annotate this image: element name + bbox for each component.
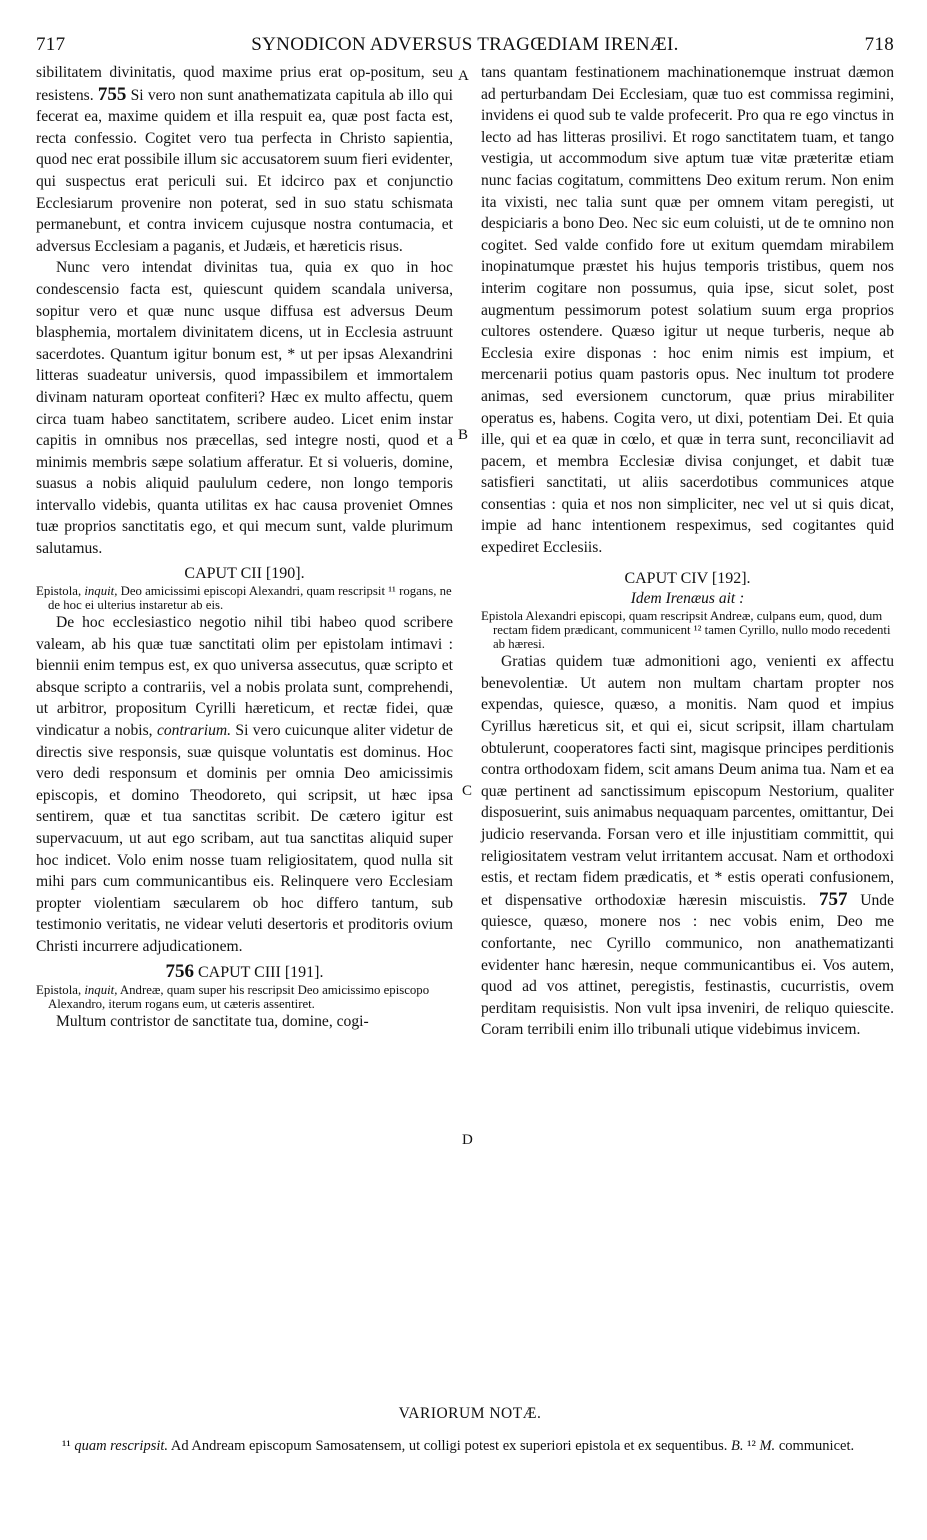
section-number-756: 756 (165, 960, 194, 982)
left-column (36, 62, 453, 1033)
margin-letter-a: A (458, 68, 469, 84)
paragraph: sibilitatem divinitatis, quod maxime prius erat op-positum, seu resistens. 755 Si vero non sunt anathematizata capitula ab illo qui fecerat ea, maxime quidem et illa respuit ea, quæ post facta est, recta confessio. Cogitet vero tua perfecta in Christo sapientia, quod nec erat possibile illum sic accusatorem suum fieri evidenter, qui suspectus erat periculi sui. Et idcirco pax et conjunctio Ecclesiarum provenire non poterat, sed in suo statu schismata permanebunt, et contra invicem cujusque nostra contumacia, et adversus Ecclesiam a paganis, et Judæis, et hæreticis risus. (36, 64, 453, 255)
footnotes (46, 1405, 894, 1469)
section-number-757: 757 (818, 888, 848, 910)
chapter-heading-102: CAPUT CII [190]. (184, 564, 305, 582)
chapter-heading-104: CAPUT CIV [192]. (624, 569, 751, 587)
chapter-summary-103: Epistola, inquit, Andreæ, quam super his rescripsit Deo amicissimo episcopo Alexandro, iterum rogans eum, ut cæteris assentiret. (36, 982, 430, 1011)
running-header (36, 34, 894, 60)
section-number-755: 755 (97, 83, 127, 105)
paragraph: De hoc ecclesiastico negotio nihil tibi habeo quod scribere valeam, ab his quæ tuæ sanctitati olim per epistolam intimavi : biennii enim tempus est, ex quo universa assecutus, quæ scripto et absque scripto a contrariis, vel a nobis prolata sunt, comprehendi, ut arbitror, propositum Cyrilli hæreticum, et rectæ fidei, quæ vindicatur a nobis, contrarium. Si vero cuicunque aliter videtur de directis sive responsis, suæ quisque voluntatis est dominus. Hoc vero dedi responsum et dominis per omnia Deo amicissimis episcopis, et domino Theodoreto, qui scripsit, ut hæc ipsa sentirem, quæ et tua sanctitas scribit. De cætero igitur est supervacuum, ut aut ego scribam, aut tua sanctitas aliquid super hoc indicet. Volo enim nosse tuam religiositatem, quod nulla sit mihi pars cum communicantibus eis. Relinquere vero Ecclesiam propter violentiam sæcularem ob hoc differo tantum, sub testimonio veritatis, ne videar veluti desertoris et proditoris ovium Christi incurrere adjudicationem. (36, 614, 453, 955)
margin-letter-c: C (462, 783, 473, 799)
margin-letter-b: B (458, 427, 469, 443)
footnote-text: ¹¹ quam rescripsit. Ad Andream episcopum Samosatensem, ut colligi potest ex superiori epistola et ex sequentibus. B. ¹² M. communicet. (62, 1437, 855, 1454)
paragraph: Multum contristor de sanctitate tua, domine, cogi- (56, 1012, 369, 1030)
chapter-summary-102: Epistola, inquit, Deo amicissimi episcopi Alexandri, quam rescripsit ¹¹ rogans, ne de hoc ei ulterius instaretur ab eis. (36, 583, 452, 612)
page-number-left: 717 (36, 34, 66, 55)
chapter-summary-104: Epistola Alexandri episcopi, quam rescripsit Andreæ, culpans eum, quod, dum rectam fidem prædicant, communicent ¹² tamen Cyrillo, nullo modo recedenti ab hæresi. (481, 608, 891, 652)
chapter-heading-103: 756 CAPUT CIII [191]. (165, 960, 324, 982)
paragraph: tans quantam festinationem machinationemque instruat dæmon ad perturbandam Dei Ecclesiam, quæ tuo est commissa regimini, invidens ei quod sub te valde profecerit. Pro qua re ego vinctus in lecto ad has litteras prosilivi. Et rogo sanctitatem tuam, et tango vestigia, ut accommodum sive aptum tuæ vitæ præteritæ etiam nunc facias cogitatum, committens Deo exitum rerum. Non enim ita vixisti, nec talia sunt quæ per omnem vitam peregisti, ut despiciaris a bono Deo. Nec sic eum coluisti, ut de te omnino non cogitet. Sed valde confido fore ut exitum quemdam mirabilem inopinatumque præstet his hujus temporis tristibus, quem nos interim cogitare non possumus, quia ipse, sicut solet, post augmentum pessimorum potest solatium suum erga proprios cultores ostendere. Quæso igitur ut neque turberis, neque ab Ecclesia exire disponas : hoc enim nimis est impium, et mercenarii potius quam pastoris opus. Nec inultum tot prodere animas, sed eversionem cunctorum, quæ prius mirabiliter operatus es, habens. Cogita vero, ut dixi, potentiam Dei. Et quia ille, qui et ea quæ in cœlo, et quæ in terra sunt, reconciliavit ad pacem, et membra Ecclesiæ divisa conjunget, et dabit tuæ satisfieri sanctitati, ut aliis sacerdotibus communices atque consentias : quia et nos non simpliciter, nec vel ut si quis dicat, impie ad hanc intentionem respeximus, sed cogitantes quid expediret Ecclesiis. (481, 64, 894, 557)
right-column (481, 62, 894, 1041)
paragraph: Nunc vero intendat divinitas tua, quia ex quo in hoc condescensio facta est, quiescunt quidem scandala universa, sopitur vero et quæ nunc usque diffusa est adversus Deum blasphemia, mortalem divinitatem dicens, ut in Ecclesia astruunt sacerdotes. Quantum igitur bonum est, * ut per ipsas Alexandrini litteras suadeatur universis, quod impassibilem et immortalem divinam naturam oporteat confiteri? Hæc ex multo affectu, quem circa tuam habeo sanctitatem, scribere audeo. Licet enim instar capitis in omnibus nos præcellas, sed integre nosti, quod et a minimis membris sæpe solatium afferatur. Et si volueris, domine, suasus a nobis aliquid paululum cedere, non longo temporis intervallo videbis, quanta utilitas ex hac causa proveniet Omnes tuæ proprios sanctitatis ego, et qui mecum sunt, valde plurimum salutamus. (36, 259, 453, 558)
chapter-subtitle-104: Idem Irenæus ait : (630, 589, 745, 607)
page-number-right: 718 (864, 34, 894, 55)
running-title: SYNODICON ADVERSUS TRAGŒDIAM IRENÆI. (251, 34, 679, 55)
paragraph: Gratias quidem tuæ admonitioni ago, venienti ex affectu benevolentiæ. Ut autem non multam chartam propter nos expendas, quiesce, quæso, a monitis. Nam quod et impius Cyrillus hæreticus sit, et qui ei, sicut scripsit, illam chartulam obtulerunt, cooperatores facti sint, magisque principes perditionis contra orthodoxam fidem, scit amans Deum anima tua. Nam et ea quæ pertinent ad sanctissimum episcopum Nestorium, qualiter disposuerint, suis animabus nequaquam parcentes, omittantur, Dei judicio reservanda. Forsan vero et ille injustitiam committit, qui religiositatem vestram velut irritantem accusat. Nam et orthodoxi estis, et rectam fidem prædicatis, et * estis operati confusionem, et dispensative orthodoxiæ hæresin miscuistis. 757 Unde quiesce, quæso, monere nos : nec vobis enim, Deo me confortante, nec Cyrillo communico, non anathematizanti evidenter hanc hæresin, neque communicantibus ei. Vos autem, quod ad vos attinet, peregistis, festinastis, cucurristis, ovem perditam requisistis. Non vult ipsa inveniri, de reliquo quiescite. Coram terribili enim illo tribunali utique videbimus invicem. (481, 653, 895, 1039)
margin-letter-d: D (462, 1132, 473, 1148)
notes-title: VARIORUM NOTÆ. (398, 1405, 542, 1422)
